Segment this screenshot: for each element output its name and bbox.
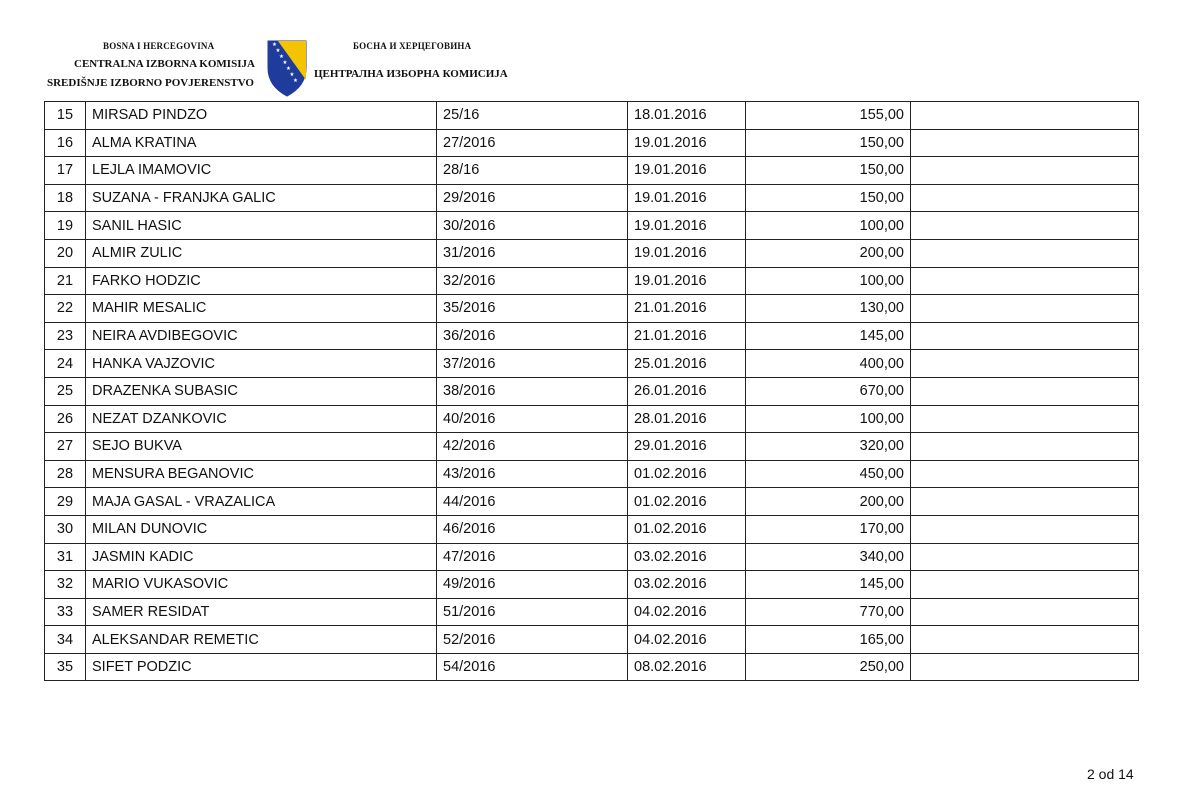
reference-cell: 40/2016 [437,405,628,433]
date-cell: 03.02.2016 [628,543,746,571]
table-row [45,405,1139,433]
note-cell [911,405,1139,433]
reference-cell: 27/2016 [437,129,628,157]
svg-text:★: ★ [279,54,284,60]
date-cell: 29.01.2016 [628,433,746,461]
reference-cell: 46/2016 [437,515,628,543]
date-cell: 26.01.2016 [628,377,746,405]
date-cell: 25.01.2016 [628,350,746,378]
name-cell: JASMIN KADIC [86,543,437,571]
table-row [45,184,1139,212]
name-cell: NEIRA AVDIBEGOVIC [86,322,437,350]
name-cell: HANKA VAJZOVIC [86,350,437,378]
amount-cell: 670,00 [746,377,911,405]
header-commission-cyrillic: ЦЕНТРАЛНА ИЗБОРНА КОМИСИЈА [314,68,508,80]
reference-cell: 37/2016 [437,350,628,378]
note-cell [911,571,1139,599]
row-number: 18 [45,184,86,212]
note-cell [911,488,1139,516]
row-number: 19 [45,212,86,240]
row-number: 15 [45,102,86,130]
table-row [45,157,1139,185]
table-row [45,626,1139,654]
reference-cell: 28/16 [437,157,628,185]
row-number: 24 [45,350,86,378]
amount-cell: 100,00 [746,212,911,240]
date-cell: 19.01.2016 [628,212,746,240]
name-cell: DRAZENKA SUBASIC [86,377,437,405]
name-cell: SAMER RESIDAT [86,598,437,626]
name-cell: SANIL HASIC [86,212,437,240]
date-cell: 21.01.2016 [628,295,746,323]
date-cell: 01.02.2016 [628,515,746,543]
reference-cell: 38/2016 [437,377,628,405]
table-row [45,433,1139,461]
reference-cell: 44/2016 [437,488,628,516]
amount-cell: 145,00 [746,571,911,599]
note-cell [911,350,1139,378]
row-number: 31 [45,543,86,571]
date-cell: 21.01.2016 [628,322,746,350]
row-number: 30 [45,515,86,543]
note-cell [911,543,1139,571]
name-cell: MILAN DUNOVIC [86,515,437,543]
note-cell [911,653,1139,681]
date-cell: 03.02.2016 [628,571,746,599]
table-row [45,239,1139,267]
row-number: 28 [45,460,86,488]
amount-cell: 100,00 [746,405,911,433]
payments-table [44,101,1139,681]
name-cell: MAHIR MESALIC [86,295,437,323]
date-cell: 04.02.2016 [628,598,746,626]
amount-cell: 320,00 [746,433,911,461]
name-cell: LEJLA IMAMOVIC [86,157,437,185]
document-header [0,0,1181,100]
table-row [45,653,1139,681]
note-cell [911,433,1139,461]
note-cell [911,377,1139,405]
name-cell: FARKO HODZIC [86,267,437,295]
name-cell: MAJA GASAL - VRAZALICA [86,488,437,516]
page-number: 2 od 14 [1087,766,1134,782]
name-cell: SIFET PODZIC [86,653,437,681]
svg-text:★: ★ [275,48,281,54]
date-cell: 28.01.2016 [628,405,746,433]
row-number: 17 [45,157,86,185]
reference-cell: 32/2016 [437,267,628,295]
name-cell: ALEKSANDAR REMETIC [86,626,437,654]
table-row [45,322,1139,350]
name-cell: SUZANA - FRANJKA GALIC [86,184,437,212]
amount-cell: 130,00 [746,295,911,323]
reference-cell: 43/2016 [437,460,628,488]
name-cell: MARIO VUKASOVIC [86,571,437,599]
note-cell [911,515,1139,543]
table-row [45,295,1139,323]
name-cell: ALMIR ZULIC [86,239,437,267]
amount-cell: 165,00 [746,626,911,654]
svg-text:★: ★ [289,72,295,78]
date-cell: 18.01.2016 [628,102,746,130]
date-cell: 01.02.2016 [628,488,746,516]
name-cell: MENSURA BEGANOVIC [86,460,437,488]
table-row [45,212,1139,240]
note-cell [911,626,1139,654]
row-number: 34 [45,626,86,654]
date-cell: 04.02.2016 [628,626,746,654]
reference-cell: 42/2016 [437,433,628,461]
note-cell [911,212,1139,240]
amount-cell: 200,00 [746,488,911,516]
note-cell [911,184,1139,212]
amount-cell: 150,00 [746,157,911,185]
name-cell: ALMA KRATINA [86,129,437,157]
table-row [45,488,1139,516]
table-row [45,129,1139,157]
row-number: 20 [45,239,86,267]
amount-cell: 145,00 [746,322,911,350]
reference-cell: 54/2016 [437,653,628,681]
date-cell: 01.02.2016 [628,460,746,488]
amount-cell: 340,00 [746,543,911,571]
reference-cell: 31/2016 [437,239,628,267]
amount-cell: 400,00 [746,350,911,378]
table-row [45,571,1139,599]
note-cell [911,295,1139,323]
row-number: 35 [45,653,86,681]
note-cell [911,102,1139,130]
row-number: 16 [45,129,86,157]
reference-cell: 30/2016 [437,212,628,240]
table-row [45,102,1139,130]
row-number: 32 [45,571,86,599]
date-cell: 19.01.2016 [628,157,746,185]
note-cell [911,460,1139,488]
coat-of-arms-icon [267,40,307,97]
reference-cell: 35/2016 [437,295,628,323]
amount-cell: 170,00 [746,515,911,543]
table-row [45,515,1139,543]
svg-text:★: ★ [293,78,298,84]
svg-text:★: ★ [286,66,291,72]
amount-cell: 250,00 [746,653,911,681]
amount-cell: 150,00 [746,129,911,157]
note-cell [911,267,1139,295]
note-cell [911,598,1139,626]
amount-cell: 450,00 [746,460,911,488]
table-row [45,460,1139,488]
header-country-cyrillic: БОСНА И ХЕРЦЕГОВИНА [353,41,472,51]
reference-cell: 36/2016 [437,322,628,350]
row-number: 21 [45,267,86,295]
table-row [45,543,1139,571]
reference-cell: 47/2016 [437,543,628,571]
row-number: 33 [45,598,86,626]
note-cell [911,129,1139,157]
date-cell: 19.01.2016 [628,129,746,157]
header-commission-latin: CENTRALNA IZBORNA KOMISIJA [74,58,255,70]
date-cell: 19.01.2016 [628,184,746,212]
name-cell: SEJO BUKVA [86,433,437,461]
amount-cell: 150,00 [746,184,911,212]
header-commission-croatian: SREDIŠNJE IZBORNO POVJERENSTVO [47,77,254,89]
note-cell [911,239,1139,267]
name-cell: NEZAT DZANKOVIC [86,405,437,433]
amount-cell: 100,00 [746,267,911,295]
table-row [45,350,1139,378]
note-cell [911,322,1139,350]
svg-text:★: ★ [282,60,288,66]
svg-text:★: ★ [272,42,277,48]
date-cell: 19.01.2016 [628,267,746,295]
amount-cell: 155,00 [746,102,911,130]
date-cell: 19.01.2016 [628,239,746,267]
row-number: 27 [45,433,86,461]
table-body [45,102,1139,681]
reference-cell: 29/2016 [437,184,628,212]
table-row [45,267,1139,295]
amount-cell: 200,00 [746,239,911,267]
reference-cell: 51/2016 [437,598,628,626]
reference-cell: 52/2016 [437,626,628,654]
row-number: 22 [45,295,86,323]
row-number: 23 [45,322,86,350]
header-country-latin: BOSNA I HERCEGOVINA [103,41,215,51]
reference-cell: 49/2016 [437,571,628,599]
note-cell [911,157,1139,185]
table-row [45,377,1139,405]
row-number: 29 [45,488,86,516]
reference-cell: 25/16 [437,102,628,130]
table-row [45,598,1139,626]
date-cell: 08.02.2016 [628,653,746,681]
amount-cell: 770,00 [746,598,911,626]
row-number: 26 [45,405,86,433]
name-cell: MIRSAD PINDZO [86,102,437,130]
row-number: 25 [45,377,86,405]
